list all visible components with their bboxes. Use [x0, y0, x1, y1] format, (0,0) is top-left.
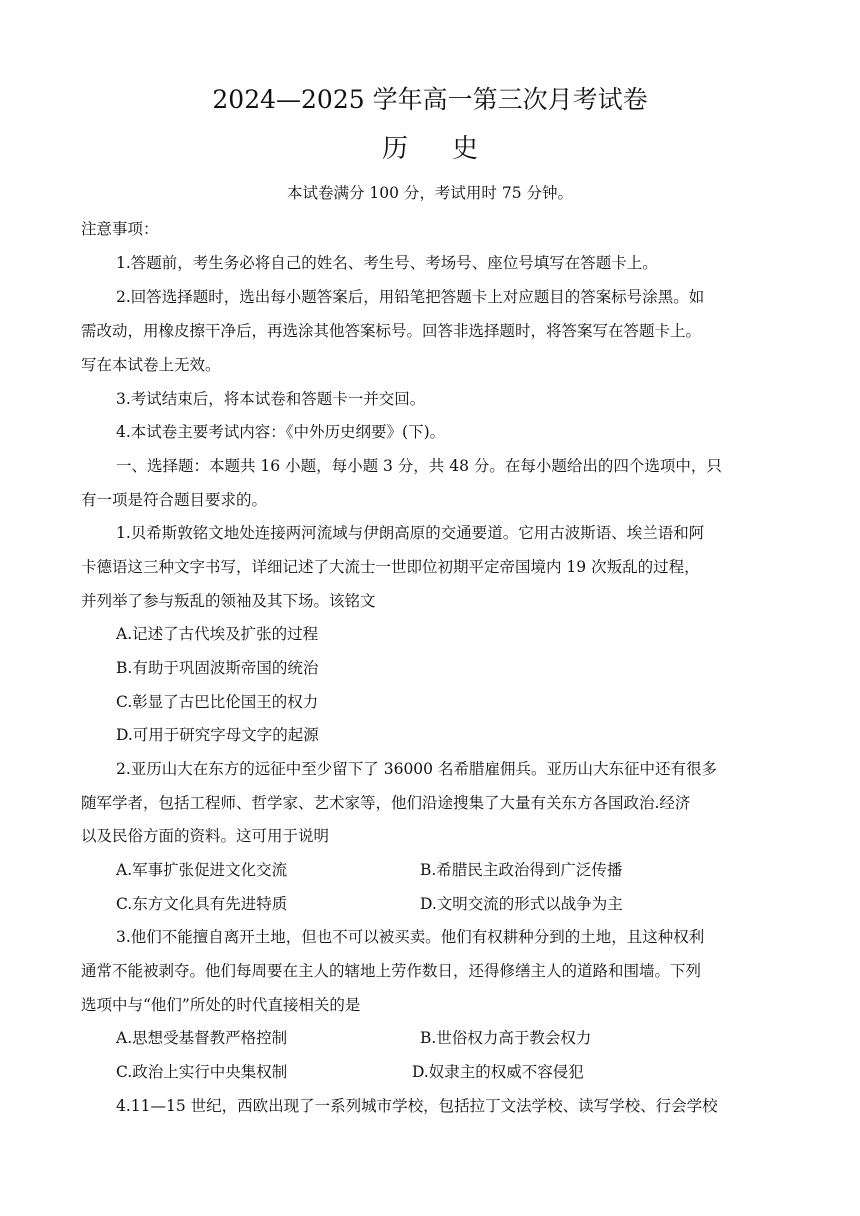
section-heading-continued: 有一项是符合题目要求的。 [81, 491, 268, 509]
question-2-option-a: A.军事扩张促进文化交流 [116, 861, 288, 879]
question-3-option-a: A.思想受基督教严格控制 [116, 1029, 288, 1047]
question-3-text: 通常不能被剥夺。他们每周要在主人的辖地上劳作数日，还得修缮主人的道路和围墙。下列 [81, 962, 702, 980]
question-3-option-c: C.政治上实行中央集权制 [116, 1063, 288, 1081]
question-2-text: 2.亚历山大在东方的远征中至少留下了 36000 名希腊雇佣兵。亚历山大东征中还有很多 [116, 760, 717, 778]
question-1-text: 并列举了参与叛乱的领袖及其下场。该铭文 [81, 592, 376, 610]
notice-item: 4.本试卷主要考试内容：《中外历史纲要》(下)。 [116, 423, 446, 441]
question-3-option-d: D.奴隶主的权威不容侵犯 [412, 1063, 584, 1081]
question-3-text: 3.他们不能擅自离开土地，但也不可以被买卖。他们有权耕种分到的土地，且这种权利 [116, 928, 705, 946]
question-4-text: 4.11—15 世纪，西欧出现了一系列城市学校，包括拉丁文法学校、读写学校、行会学校 [116, 1097, 718, 1115]
question-1-option-b: B.有助于巩固波斯帝国的统治 [116, 659, 319, 677]
question-2-option-d: D.文明交流的形式以战争为主 [420, 895, 623, 913]
notice-item: 1.答题前，考生务必将自己的姓名、考生号、考场号、座位号填写在答题卡上。 [116, 254, 658, 272]
question-2-text: 以及民俗方面的资料。这可用于说明 [81, 827, 330, 845]
notice-item: 写在本试卷上无效。 [81, 356, 221, 374]
notice-heading: 注意事项： [81, 220, 159, 238]
question-2-text: 随军学者，包括工程师、哲学家、艺术家等，他们沿途搜集了大量有关东方各国政治.经济 [81, 794, 691, 812]
question-1-text: 卡德语这三种文字书写，详细记述了大流士一世即位初期平定帝国境内 19 次叛乱的过程， [81, 558, 700, 576]
subject-title: 历史 [381, 134, 522, 164]
notice-item: 3.考试结束后，将本试卷和答题卡一并交回。 [116, 390, 426, 408]
question-1-option-d: D.可用于研究字母文字的起源 [116, 726, 319, 744]
question-1-option-c: C.彰显了古巴比伦国王的权力 [116, 693, 319, 711]
question-2-option-c: C.东方文化具有先进特质 [116, 895, 288, 913]
exam-title: 2024—2025 学年高一第三次月考试卷 [212, 85, 648, 114]
question-1-option-a: A.记述了古代埃及扩张的过程 [116, 625, 319, 643]
notice-item: 2.回答选择题时，选出每小题答案后，用铅笔把答题卡上对应题目的答案标号涂黑。如 [116, 288, 705, 306]
question-1-text: 1.贝希斯敦铭文地处连接两河流域与伊朗高原的交通要道。它用古波斯语、埃兰语和阿 [116, 524, 705, 542]
section-heading: 一、选择题：本题共 16 小题，每小题 3 分，共 48 分。在每小题给出的四个选项中，只 [116, 457, 722, 475]
question-2-option-b: B.希腊民主政治得到广泛传播 [420, 861, 623, 879]
question-3-option-b: B.世俗权力高于教会权力 [420, 1029, 592, 1047]
exam-info: 本试卷满分 100 分，考试用时 75 分钟。 [286, 184, 574, 202]
question-3-text: 选项中与“他们”所处的时代直接相关的是 [81, 996, 361, 1014]
notice-item: 需改动，用橡皮擦干净后，再选涂其他答案标号。回答非选择题时，将答案写在答题卡上。 [81, 322, 702, 340]
